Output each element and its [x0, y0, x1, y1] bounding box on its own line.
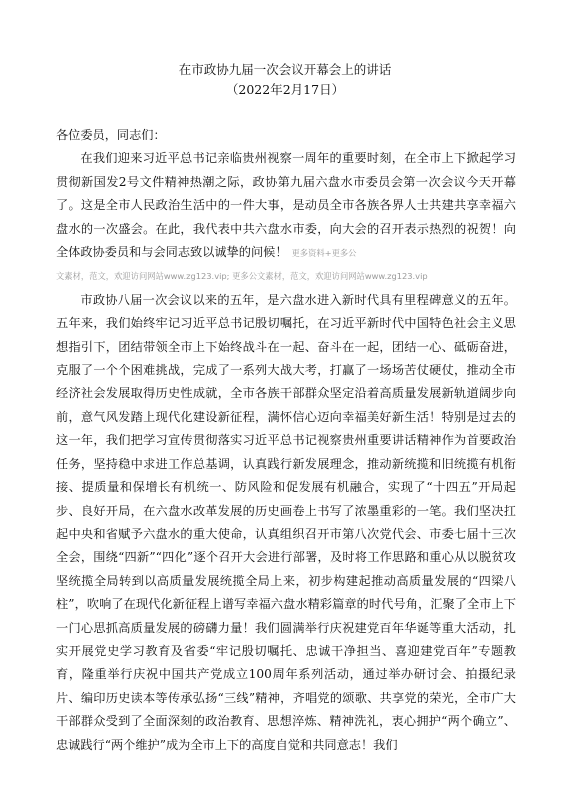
speech-body	[56, 124, 516, 757]
watermark-text-2: 文素材，范文，欢迎访问网站www.zg123.vip; 更多公文素材，范文，欢迎访问网站www.zg123.vip	[56, 271, 428, 282]
speech-date: （2022年2月17日）	[225, 82, 345, 97]
paragraph-review: 市政协八届一次会议以来的五年，是六盘水进入新时代具有里程碑意义的五年。五年来，我们始终牢记习近平总书记殷切嘱托，在习近平新时代中国特色社会主义思想指引下，团结带领全市上下始终战斗在一起、奋斗在一起，团结一心、砥砺奋进，克服了一个个困难挑战，完成了一系列大战大考，打赢了一场场苦仗硬仗，推动全市经济社会发展取得历史性成就，全市各族干部群众坚定沿着高质量发展新轨道阔步向前，意气风发踏上现代化建设新征程，满怀信心迈向幸福美好新生活！特别是过去的这一年，我们把学习宣传贯彻落实习近平总书记视察贵州重要讲话精神作为首要政治任务，坚持稳中求进工作总基调，认真践行新发展理念，推动新统揽和旧统揽有机衔接、提质量和保增长有机统一、防风险和促发展有机融合，实现了“十四五”开局起步、良好开局，在六盘水改革发展的历史画卷上书写了浓墨重彩的一笔。我们坚决扛起中央和省赋予六盘水的重大使命，认真组织召开市第八次党代会、市委七届十三次全会，围绕“四新”“四化”逐个召开大会进行部署，及时将工作思路和重心从以脱贫攻坚统揽全局转到以高质量发展统揽全局上来，初步构建起推动高质量发展的“四梁八柱”，吹响了在现代化新征程上谱写幸福六盘水精彩篇章的时代号角，汇聚了全市上下一门心思抓高质量发展的磅礴力量！我们圆满举行庆祝建党百年华诞等重大活动，扎实开展党史学习教育及省委“牢记殷切嘱托、忠诚干净担当、喜迎建党百年”专题教育，隆重举行庆祝中国共产党成立100周年系列活动，通过举办研讨会、拍摄纪录片、编印历史读本等传承弘扬“三线”精神，齐唱党的颂歌、共享党的荣光，全市广大干部群众受到了全面深刻的政治教育、思想淬炼、精神洗礼，衷心拥护“两个确立”、忠诚践行“两个维护”成为全市上下的高度自觉和共同意志！我们	[56, 292, 516, 752]
salutation: 各位委员，同志们：	[56, 128, 166, 142]
paragraph-opening	[56, 147, 516, 265]
watermark-text-1: 更多资料+更多公	[291, 248, 357, 259]
paragraph-opening-text: 在我们迎来习近平总书记亲临贵州视察一周年的重要时刻，在全市上下掀起学习贯彻新国发2号文件精神热潮之际，政协第九届六盘水市委员会第一次会议今天开幕了。这是全市人民政治生活中的一件大事，是动员全市各族各界人士共建共享幸福六盘水的一次盛会。在此，我代表中共六盘水市委，向大会的召开表示热烈的祝贺！向全体政协委员和与会同志致以诚挚的问候！	[56, 151, 516, 260]
speech-title: 在市政协九届一次会议开幕会上的讲话	[178, 62, 392, 77]
